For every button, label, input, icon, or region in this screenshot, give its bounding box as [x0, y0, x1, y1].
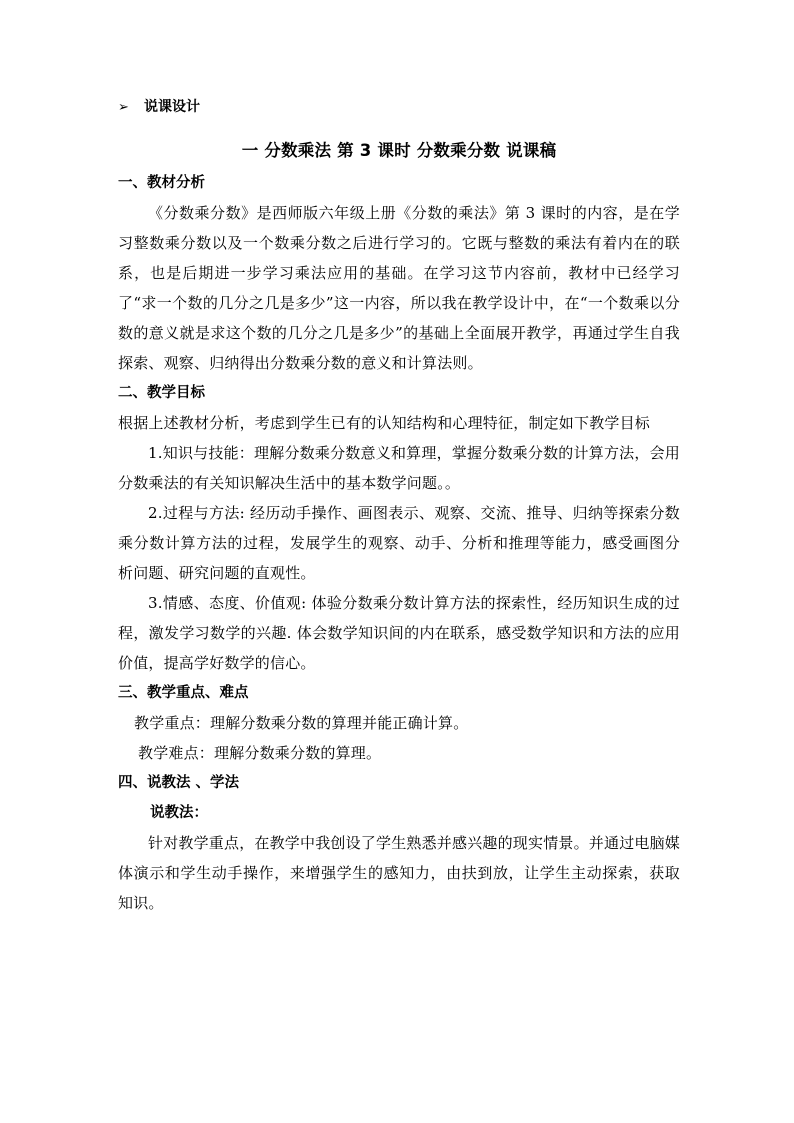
goal-item-knowledge: 1.知识与技能：理解分数乘分数意义和算理，掌握分数乘分数的计算方法，会用分数乘法的有关知识解决生活中的基本数学问题。。: [118, 444, 680, 492]
bullet-heading: [118, 94, 680, 120]
arrow-bullet-icon: ➢: [118, 100, 129, 115]
difficult-point-text: 教学难点：理解分数乘分数的算理。: [138, 744, 382, 762]
teaching-goals-intro: 根据上述教材分析，考虑到学生已有的认知结构和心理特征，制定如下教学目标: [118, 414, 651, 432]
document-body: [118, 94, 680, 918]
goal-item-process: 2.过程与方法: 经历动手操作、画图表示、观察、交流、推导、归纳等探索分数乘分数计算方法的过程，发展学生的观察、动手、分析和推理等能力，感受画图分析问题、研究问题的直观性。: [118, 504, 680, 582]
section-heading-methods: 四、说教法 、学法: [118, 775, 240, 791]
section-heading-textbook-analysis: 一、教材分析: [118, 175, 205, 191]
goal-item-emotion: 3.情感、态度、价值观: 体验分数乘分数计算方法的探索性，经历知识生成的过程，激发学习数学的兴趣. 体会数学知识间的内在联系，感受数学知识和方法的应用价值，提高学好数学的信心。: [118, 594, 680, 672]
textbook-analysis-paragraph: 《分数乘分数》是西师版六年级上册《分数的乘法》第 3 课时的内容，是在学习整数乘分数以及一个数乘分数之后进行学习的。它既与整数的乘法有着内在的联系，也是后期进一步学习乘法应用的基础。在学习这节内容前，教材中已经学习了“求一个数的几分之几是多少”这一内容，所以我在教学设计中，在“一个数乘以分数的意义就是求这个数的几分之几是多少”的基础上全面展开教学，再通过学生自我探索、观察、归纳得出分数乘分数的意义和计算法则。: [118, 204, 680, 372]
teaching-method-subheading: 说教法：: [150, 805, 208, 821]
key-point-text: 教学重点：理解分数乘分数的算理并能正确计算。: [134, 714, 469, 732]
teaching-method-paragraph: 针对教学重点，在教学中我创设了学生熟悉并感兴趣的现实情景。并通过电脑媒体演示和学生动手操作，来增强学生的感知力，由扶到放，让学生主动探索，获取知识。: [118, 834, 681, 912]
section-heading-teaching-goals: 二、教学目标: [118, 385, 205, 401]
section-heading-key-points: 三、教学重点、难点: [118, 685, 249, 701]
document-title: 一 分数乘法 第 3 课时 分数乘分数 说课稿: [241, 141, 557, 160]
bullet-heading-text: 说课设计: [144, 99, 200, 115]
